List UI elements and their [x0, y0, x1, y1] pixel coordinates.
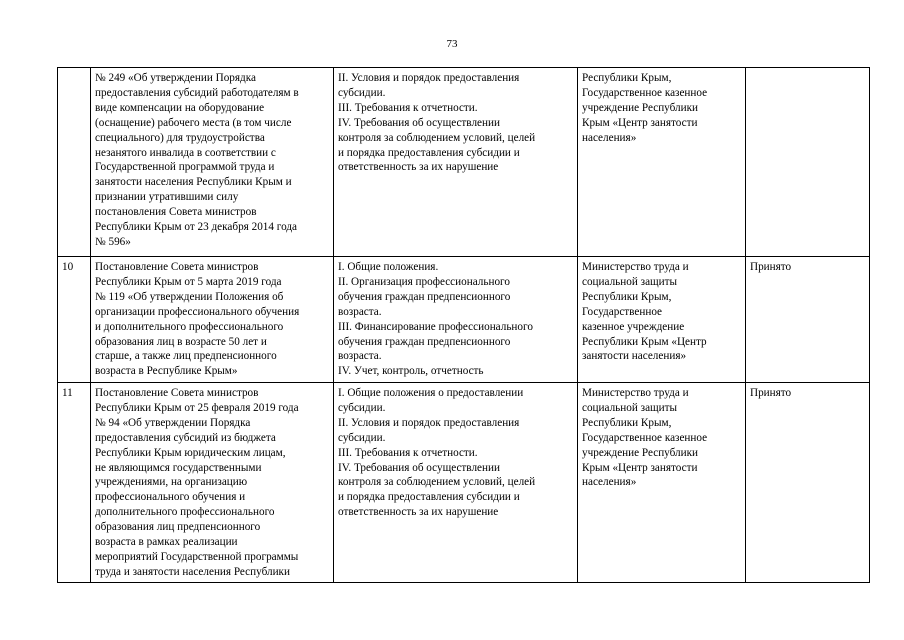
status-cell: Принято — [746, 383, 870, 583]
table-row — [58, 383, 870, 583]
sections-cell: II. Условия и порядок предоставления субсидии. III. Требования к отчетности. IV. Требования об осуществлении контроля за соблюдением условий, целей и порядка предоставления субсидии и ответственность за их нарушение — [334, 68, 578, 257]
document-cell: № 249 «Об утверждении Порядка предоставления субсидий работодателям в виде компенсации на оборудование (оснащение) рабочего места (в том числе специального) для трудоустройства незанятого инвалида в соответствии с Государственной программой труда и занятости населения Республики Крым и признании утратившими силу постановления Совета министров Республики Крым от 23 декабря 2014 года № 596» — [91, 68, 334, 257]
document-cell: Постановление Совета министров Республики Крым от 25 февраля 2019 года № 94 «Об утверждении Порядка предоставления субсидий из бюджета Республики Крым юридическим лицам, не являющимся государственными учреждениями, на организацию профессионального обучения и дополнительного профессионального образования лиц предпенсионного возраста в рамках реализации мероприятий Государственной программы труда и занятости населения Республики — [91, 383, 334, 583]
row-number-cell: 11 — [58, 383, 91, 583]
documents-table — [57, 67, 870, 583]
sections-cell: I. Общие положения. II. Организация профессионального обучения граждан предпенсионного возраста. III. Финансирование профессионального обучения граждан предпенсионного возраста. IV. Учет, контроль, отчетность — [334, 257, 578, 383]
table-row — [58, 68, 870, 257]
row-number-cell: 10 — [58, 257, 91, 383]
status-cell — [746, 68, 870, 257]
document-cell: Постановление Совета министров Республики Крым от 5 марта 2019 года № 119 «Об утверждении Положения об организации профессионального обучения и дополнительного профессионального образования лиц в возрасте 50 лет и старше, а также лиц предпенсионного возраста в Республике Крым» — [91, 257, 334, 383]
page-number: 73 — [446, 38, 458, 50]
sections-cell: I. Общие положения о предоставлении субсидии. II. Условия и порядок предоставления субсидии. III. Требования к отчетности. IV. Требования об осуществлении контроля за соблюдением условий, целей и порядка предоставления субсидии и ответственность за их нарушение — [334, 383, 578, 583]
table-row — [58, 257, 870, 383]
responsible-cell: Республики Крым, Государственное казенное учреждение Республики Крым «Центр занятости населения» — [578, 68, 746, 257]
responsible-cell: Министерство труда и социальной защиты Республики Крым, Государственное казенное учреждение Республики Крым «Центр занятости населения» — [578, 383, 746, 583]
responsible-cell: Министерство труда и социальной защиты Республики Крым, Государственное казенное учреждение Республики Крым «Центр занятости населения» — [578, 257, 746, 383]
row-number-cell — [58, 68, 91, 257]
status-cell: Принято — [746, 257, 870, 383]
